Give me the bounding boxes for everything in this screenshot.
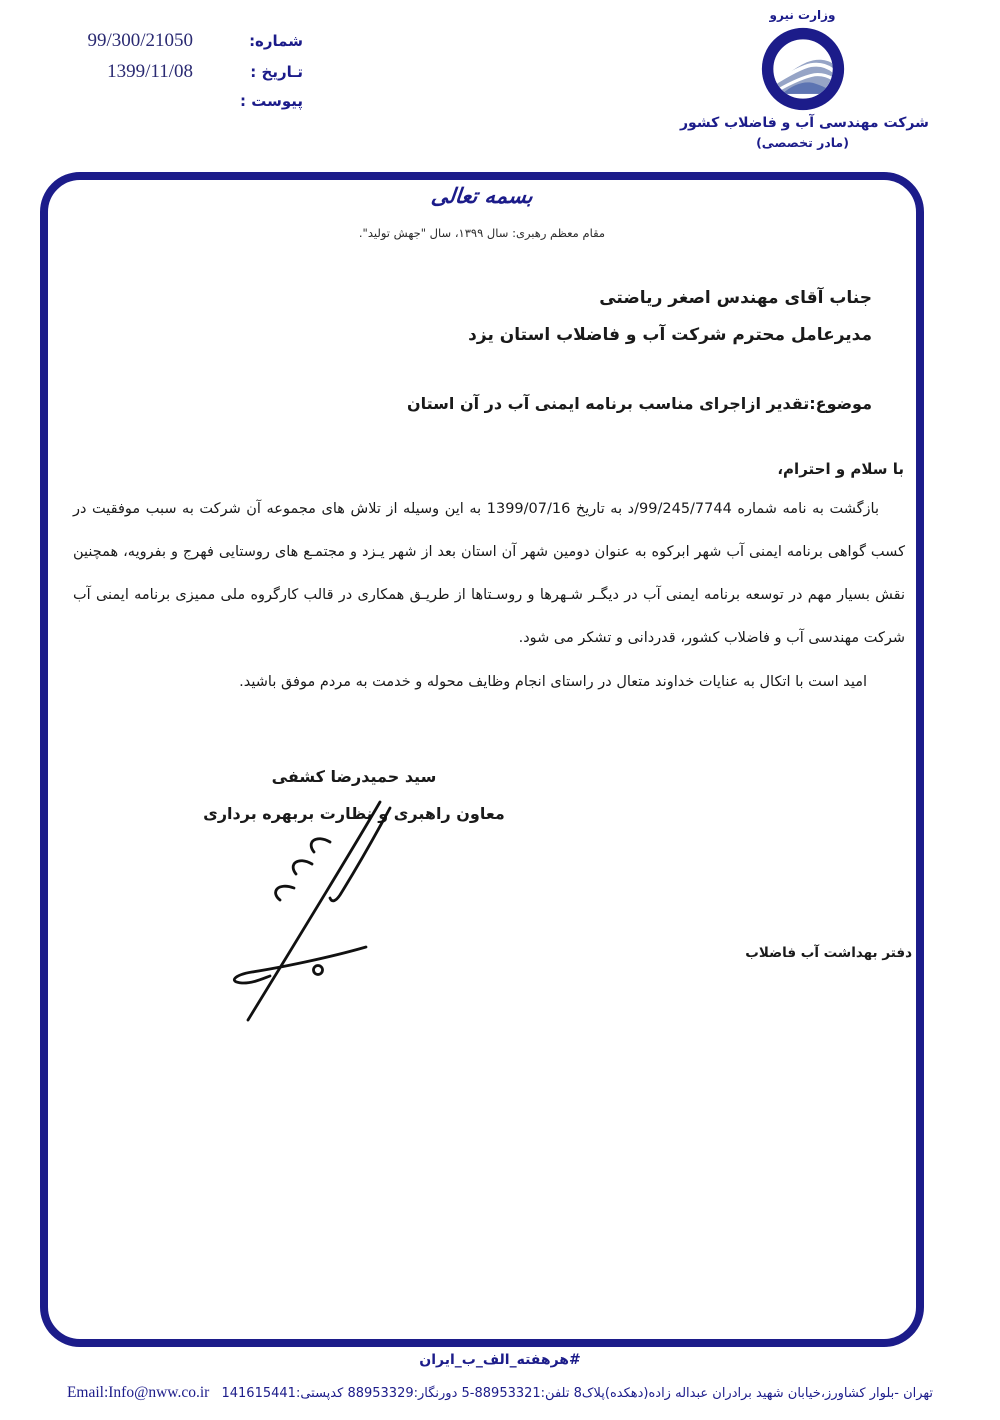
signer-title: معاون راهبری و نظارت بربهره برداری: [203, 804, 505, 823]
bismillah-calligraphy: بسمه تعالی: [429, 184, 535, 208]
campaign-hashtag: #هرهفته_الف_ب_ایران: [419, 1352, 581, 1368]
letter-attachment-label: پیوست :: [239, 92, 303, 110]
subject-line: موضوع:تقدیر ازاجرای مناسب برنامه ایمنی آب در آن استان: [406, 394, 872, 413]
recipient-name: جناب آقای مهندس اصغر ریاضتی: [599, 288, 872, 308]
org-header: [680, 8, 929, 150]
letter-number-row: [55, 30, 303, 61]
letter-date-row: [55, 61, 303, 92]
letter-attachment-row: [55, 92, 303, 123]
contact-email: Email:Info@nww.co.ir: [66, 1384, 210, 1401]
signature-scrawl-icon: [218, 792, 413, 1027]
letter-number-value: 99/300/21050: [87, 30, 193, 51]
closing-line: امید است با اتکال به عنایات خداوند متعال در راستای انجام وظایف محوله و خدمت به مردم موفق باشید.: [239, 674, 867, 690]
body-paragraph: بازگشت به نامه شماره 99/245/7744/د به تاریخ 1399/07/16 به این وسیله از تلاش های مجموعه آن شرکت به سبب موفقیت در کسب گواهی برنامه ایمنی آب شهر ابرکوه به عنوان دومین شهر آن استان بعد از شهر یـزد و مجتمـع های روستایی فهرج و بفرویه، همچنین نقش بسیار مهم در توسعه برنامه ایمنی آب در دیگـر شـهرها و روسـتاها از طریـق همکاری در قالب کارگروه ملی ممیزی برنامه ایمنی آب شرکت مهندسی آب و فاضلاب کشور، قدردانی و تشکر می شود.: [73, 501, 905, 646]
recipient-title: مدیرعامل محترم شرکت آب و فاضلاب استان یزد: [468, 325, 872, 345]
letter-meta: [55, 30, 303, 123]
water-wave-ring-logo-icon: [755, 25, 851, 113]
year-slogan: مقام معظم رهبری: سال ۱۳۹۹، سال "جهش تولید".: [358, 226, 606, 240]
company-subtitle: (مادر تخصصی): [756, 135, 849, 150]
office-label: دفتر بهداشت آب فاضلاب: [745, 945, 912, 961]
letter-date-value: 1399/11/08: [107, 61, 193, 82]
letter-number-label: شماره:: [249, 32, 303, 50]
ministry-name: وزارت نیرو: [769, 8, 836, 22]
recipient-block: [468, 280, 872, 354]
letter-date-label: تـاریخ :: [250, 63, 303, 81]
contact-line: [0, 1384, 1000, 1402]
salutation-line: با سلام و احترام،: [777, 460, 904, 478]
contact-address: تهران -بلوار کشاورز،خیابان شهید برادران عبداله زاده(دهکده)پلاک8 تلفن:88953321-5 دورنگار:88953329 کدپستی:141615441: [221, 1386, 934, 1401]
company-name: شرکت مهندسی آب و فاضلاب کشور: [680, 115, 929, 131]
signer-name: سید حمیدرضا کشفی: [271, 767, 437, 786]
